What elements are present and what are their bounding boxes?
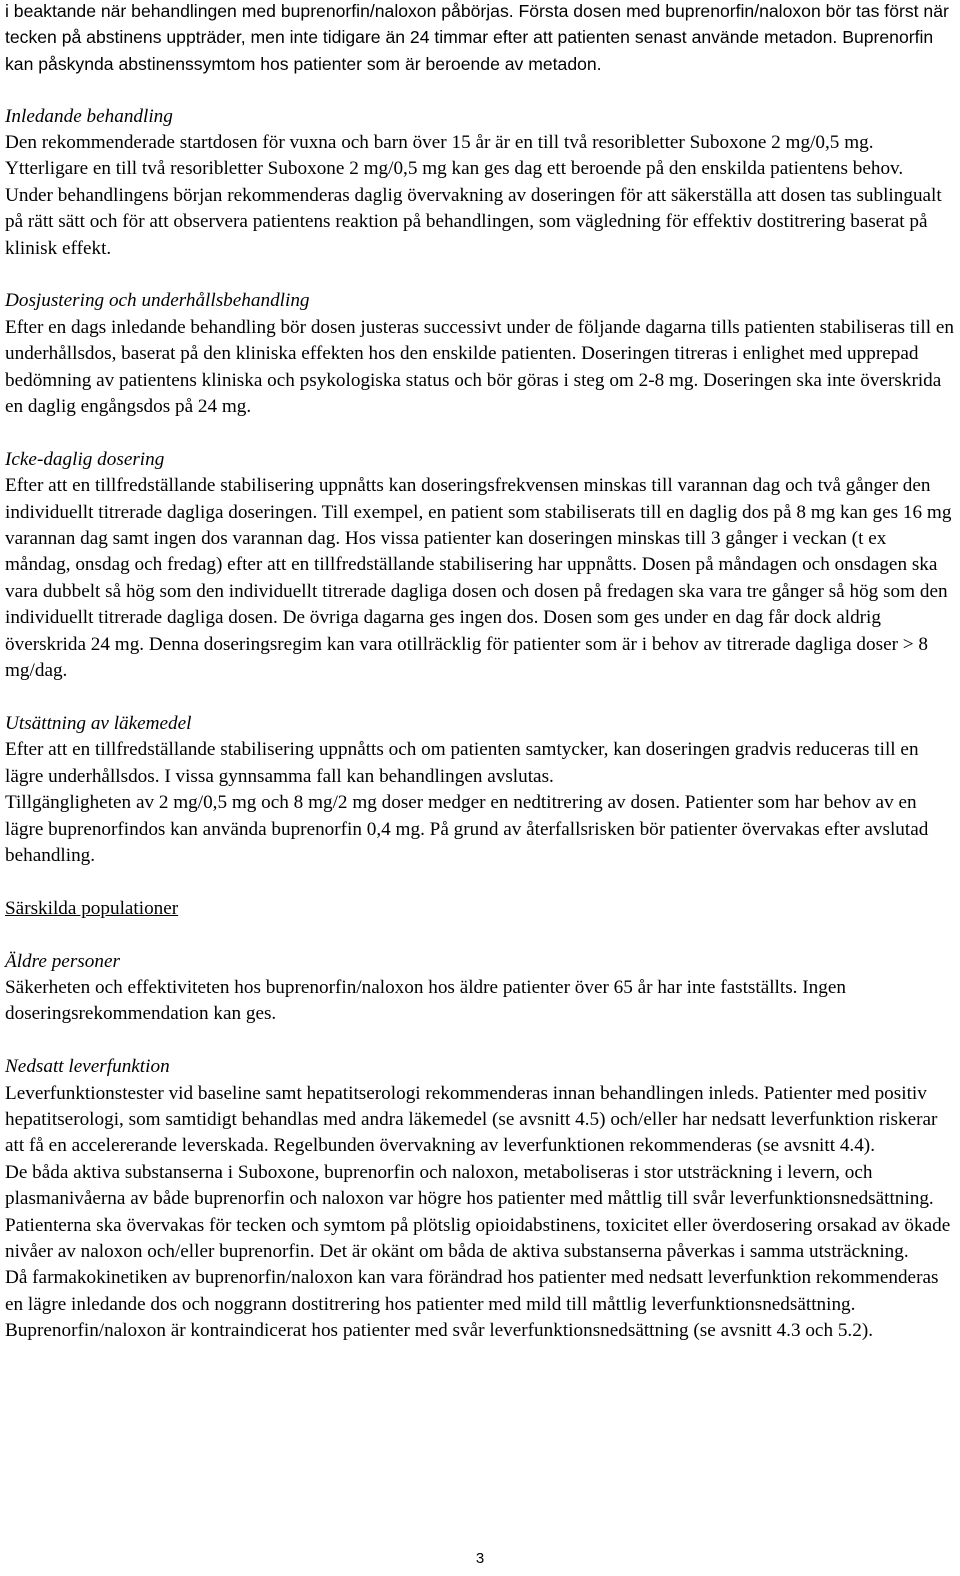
spacer (5, 685, 955, 711)
section-heading: Inledande behandling (5, 105, 173, 127)
section-paragraph: Tillgängligheten av 2 mg/0,5 mg och 8 mg/2 mg doser medger en nedtitrering av dosen. Patienter som har behov av en lägre buprenorfindos kan använda buprenorfin 0,4 mg. På grund av återfallsrisken bör patienter övervakas efter avslutad behandling. (5, 792, 929, 866)
section-paragraph: Efter att en tillfredställande stabilisering uppnåtts och om patienten samtycker, kan doseringen gradvis reduceras till en lägre underhållsdos. I vissa gynnsamma fall kan behandlingen avslutas. (5, 739, 919, 787)
section-nedsatt-leverfunktion (5, 1054, 955, 1344)
section-heading: Dosjustering och underhållsbehandling (5, 290, 310, 312)
page-number: 3 (475, 1550, 485, 1567)
intro-paragraph: i beaktande när behandlingen med buprenorfin/naloxon påbörjas. Första dosen med buprenorfin/naloxon bör tas först när tecken på abstinens uppträder, men inte tidigare än 24 timmar efter att patienten senast använde metadon. Buprenorfin kan påskynda abstinenssymtom hos patienter som är beroende av metadon. (5, 1, 949, 74)
spacer (5, 262, 955, 288)
spacer (5, 77, 955, 103)
section-paragraph: Efter att en tillfredställande stabilisering uppnåtts kan doseringsfrekvensen minskas till varannan dag och två gånger den individuellt titrerade dagliga doseringen. Till exempel, en patient som stabiliserats till en daglig dos på 8 mg kan ges 16 mg varannan dag samt ingen dos varannan dag. Hos vissa patienter kan doseringen minskas till 3 gånger i veckan (t ex måndag, onsdag och fredag) efter att en tillfredställande stabilisering har uppnåtts. Dosen på måndagen och onsdagen ska vara dubbelt så hög som den individuellt titrerade dagliga dosen och dosen på fredagen ska vara tre gånger så hög som den individuellt titrerade dagliga dosen. De övriga dagarna ges ingen dos. Dosen som ges under en dag får dock aldrig överskrida 24 mg. Denna doseringsregim kan vara otillräcklig för patienter som är i behov av titrerade dagliga doser > 8 mg/dag. (5, 475, 952, 682)
spacer (5, 869, 955, 895)
section-heading: Nedsatt leverfunktion (5, 1056, 170, 1078)
section-heading-underlined: Särskilda populationer (5, 897, 179, 919)
spacer (5, 420, 955, 446)
spacer (5, 922, 955, 948)
section-paragraph: Under behandlingens början rekommenderas daglig övervakning av doseringen för att säkerställa att dosen tas sublingualt på rätt sätt och för att observera patientens reaktion på behandlingen, som vägledning för effektiv dostitrering baserat på klinisk effekt. (5, 184, 942, 259)
section-dosjustering (5, 288, 955, 420)
document-page (5, 0, 955, 1345)
section-paragraph: Den rekommenderade startdosen för vuxna och barn över 15 år är en till två resoribletter Suboxone 2 mg/0,5 mg. Ytterligare en till två resoribletter Suboxone 2 mg/0,5 mg kan ges dag ett beroende på den enskilda patientens behov. (5, 132, 904, 180)
section-paragraph: Då farmakokinetiken av buprenorfin/naloxon kan vara förändrad hos patienter med nedsatt leverfunktion rekommenderas en lägre inledande dos och noggrann dostitrering hos patienter med mild till måttlig leverfunktionsnedsättning. Buprenorfin/naloxon är kontraindicerat hos patienter med svår leverfunktionsnedsättning (se avsnitt 4.3 och 5.2). (5, 1267, 939, 1342)
spacer (5, 1028, 955, 1054)
section-aldre-personer (5, 949, 955, 1028)
section-utsattning (5, 711, 955, 869)
section-paragraph: Efter en dags inledande behandling bör dosen justeras successivt under de följande dagarna tills patienten stabiliseras till en underhållsdos, baserat på den kliniska effekten hos den enskilde patienten. Doseringen titreras i enlighet med upprepad bedömning av patientens kliniska och psykologiska status och bör göras i steg om 2-8 mg. Doseringen ska inte överskrida en daglig engångsdos på 24 mg. (5, 316, 954, 418)
section-paragraph: Leverfunktionstester vid baseline samt hepatitserologi rekommenderas innan behandlingen inleds. Patienter med positiv hepatitserologi, som samtidigt behandlas med andra läkemedel (se avsnitt 4.5) och/eller har nedsatt leverfunktion riskerar att få en accelererande leverskada. Regelbunden övervakning av leverfunktionen rekommenderas (se avsnitt 4.4). (5, 1082, 938, 1157)
section-heading: Äldre personer (5, 950, 120, 972)
section-inledande-behandling (5, 104, 955, 262)
section-paragraph: Säkerheten och effektiviteten hos buprenorfin/naloxon hos äldre patienter över 65 år har inte fastställts. Ingen doseringsrekommendation kan ges. (5, 976, 846, 1025)
section-paragraph: De båda aktiva substanserna i Suboxone, buprenorfin och naloxon, metaboliseras i stor utsträckning i levern, och plasmanivåerna av både buprenorfin och naloxon var högre hos patienter med måttlig till svår leverfunktionsnedsättning. Patienterna ska övervakas för tecken och symtom på plötslig opioidabstinens, toxicitet eller överdosering orsakad av ökade nivåer av naloxon och/eller buprenorfin. Det är okänt om båda de aktiva substanserna påverkas i samma utsträckning. (5, 1161, 951, 1262)
section-sarskilda-populationer (5, 896, 955, 922)
section-heading: Icke-daglig dosering (5, 448, 165, 470)
section-icke-daglig-dosering (5, 447, 955, 685)
section-heading: Utsättning av läkemedel (5, 712, 192, 734)
